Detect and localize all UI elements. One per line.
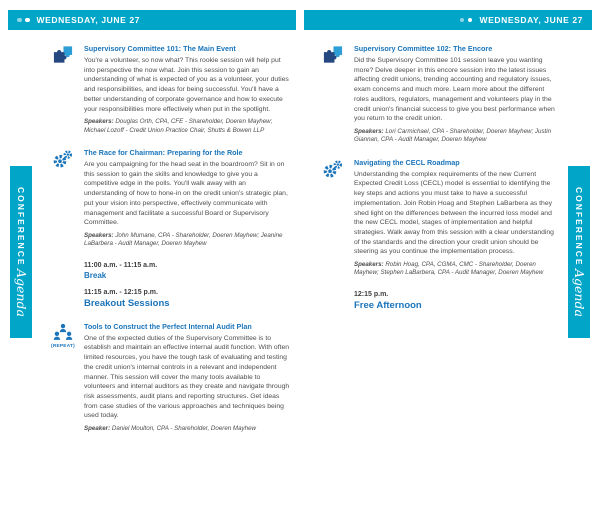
session-description: You're a volunteer, so now what? This rookie session will help put into perspective the now what. Join this session to gain an understanding of what is expected of you as a volunteer, your duties and responsibilities, and ideas for being successful. You'll have a better understanding of corporate governance and how to execute your responsibilities more effectively when put in the spotlight. — [84, 57, 289, 113]
session-title: Tools to Construct the Perfect Internal Audit Plan — [84, 321, 252, 331]
session-title: Supervisory Committee 101: The Main Event — [84, 44, 236, 53]
session-text — [84, 44, 290, 135]
right-header-title: WEDNESDAY, JUNE 27 — [479, 15, 583, 25]
left-page-content — [50, 44, 290, 447]
session-internal-audit-plan — [50, 322, 290, 434]
session-description: One of the expected duties of the Supervisory Committee is to establish and maintain an effective internal audit function. With often limited resources, you have the tough task of evaluating and testing the credit union's internal controls in a relevant and independent manner. This session will cover the many tools available to volunteers and internal auditors as they create and navigate through risk assessments, audit plans and reporting structures. Get ideas from case studies of the various approaches and techniques being used today. — [84, 334, 290, 420]
session-supervisory-102 — [320, 44, 560, 145]
session-text — [354, 44, 560, 145]
header-dot-icon — [17, 18, 22, 23]
speakers-label: Speakers: — [84, 231, 114, 239]
speakers-names: John Mumane, CPA - Shareholder, Doeren Mayhew; Jeanine LaBarbera - Audit Manager, Doeren Mayhew — [84, 231, 283, 248]
session-icon-column — [50, 44, 76, 135]
left-header-bar — [8, 10, 296, 30]
left-schedule — [84, 262, 290, 309]
session-speakers — [354, 128, 560, 145]
session-text — [84, 148, 290, 249]
left-page — [8, 10, 296, 518]
puzzle-icon — [320, 45, 346, 65]
session-title: Navigating the CECL Roadmap — [354, 157, 460, 167]
gear-icon — [50, 149, 76, 169]
session-title: The Race for Chairman: Preparing for the Role — [84, 148, 243, 158]
speakers-label: Speakers: — [354, 127, 384, 135]
session-icon-column — [50, 148, 76, 249]
session-speakers — [84, 425, 290, 433]
left-header-title: WEDNESDAY, JUNE 27 — [36, 15, 141, 25]
session-race-for-chairman — [50, 148, 290, 249]
speakers-names: Robin Hoag, CPA, CGMA, CMC - Shareholder, Doeren Mayhew; Stephen LaBarbera, CPA - Audit Manager, Doeren Mayhew — [354, 261, 544, 277]
right-page — [304, 10, 592, 518]
ribbon-conference-label: CONFERENCE — [16, 187, 26, 267]
schedule-time: 12:15 p.m. — [354, 290, 389, 298]
schedule-label-free-afternoon: Free Afternoon — [354, 299, 422, 311]
people-icon — [50, 323, 76, 342]
ribbon-text — [570, 187, 588, 316]
session-cecl-roadmap — [320, 158, 560, 278]
speakers-label: Speakers: — [84, 118, 114, 126]
speakers-names: Douglas Orth, CPA, CFE - Shareholder, Doeren Mayhew; Michael Lozoff - Credit Union Practice Chair, Shutts & Bowen LLP — [84, 118, 273, 134]
ribbon-agenda-label: Agenda — [572, 268, 587, 317]
session-supervisory-101 — [50, 44, 290, 135]
speakers-label: Speaker: — [84, 425, 111, 433]
session-speakers — [84, 232, 290, 249]
repeat-caption: (REPEAT) — [51, 343, 75, 349]
speakers-names: Lori Carmichael, CPA - Shareholder, Doeren Mayhew; Justin Giannan, CPA - Audit Manager, Doeren Mayhew — [354, 127, 552, 144]
session-icon-column — [320, 44, 346, 145]
schedule-label-break: Break — [84, 270, 107, 280]
schedule-time: 11:15 a.m. - 12:15 p.m. — [84, 288, 158, 296]
header-dot-icon — [468, 18, 473, 23]
session-icon-column — [50, 322, 76, 434]
right-schedule — [354, 291, 560, 311]
session-speakers — [354, 261, 560, 278]
left-conference-agenda-ribbon — [10, 166, 32, 338]
session-description: Understanding the complex requirements of the new Current Expected Credit Loss (CECL) model is essential to identifying the key steps and actions you must take to have a successful implementation. Join Robin Hoag and Stephen LaBarbera as they shed light on the differences between the incurred loss model and the new CECL model, stages of implementation and helpful strategies. Walk away from this session with a clear understanding of the standards and the direction your credit union should be steering as you continue the implementation process. — [354, 170, 554, 256]
schedule-label-breakout-sessions: Breakout Sessions — [84, 297, 170, 309]
ribbon-text — [12, 187, 30, 316]
speakers-names: Daniel Moulton, CPA - Shareholder, Doeren Mayhew — [111, 425, 256, 433]
session-description: Are you campaigning for the head seat in the boardroom? Sit in on this session to gain the skills and knowledge to give you a competitive edge in the polls. You'll walk away with an understanding of how to hone-in on the credit union's strategic plan, put your vision into perspective, effectively communicate with management and facilitate a successful Board or Supervisory Committee. — [84, 161, 288, 227]
ribbon-agenda-label: Agenda — [14, 268, 29, 317]
session-text — [84, 322, 290, 434]
right-header-bar — [304, 10, 592, 30]
right-conference-agenda-ribbon — [568, 166, 590, 338]
header-dot-icon — [25, 18, 30, 23]
session-text — [354, 158, 560, 278]
gear-icon — [320, 159, 346, 179]
session-title: Supervisory Committee 102: The Encore — [354, 44, 493, 53]
puzzle-icon — [50, 45, 76, 65]
header-dot-icon — [460, 18, 465, 23]
right-page-content — [320, 44, 560, 324]
session-icon-column — [320, 158, 346, 278]
ribbon-conference-label: CONFERENCE — [574, 187, 584, 267]
session-description: Did the Supervisory Committee 101 session leave you wanting more? Delve deeper in this encore session into the latest issues affecting credit unions, trending accounting and regulatory issues, exam concerns and much more. Learn more about the different roles auditors, regulators, management and volunteers play in the credit union's financial success to give you best performance when you return to the credit union. — [354, 57, 555, 123]
schedule-time: 11:00 a.m. - 11:15 a.m. — [84, 261, 158, 269]
speakers-label: Speakers: — [354, 261, 384, 269]
session-speakers — [84, 118, 290, 135]
